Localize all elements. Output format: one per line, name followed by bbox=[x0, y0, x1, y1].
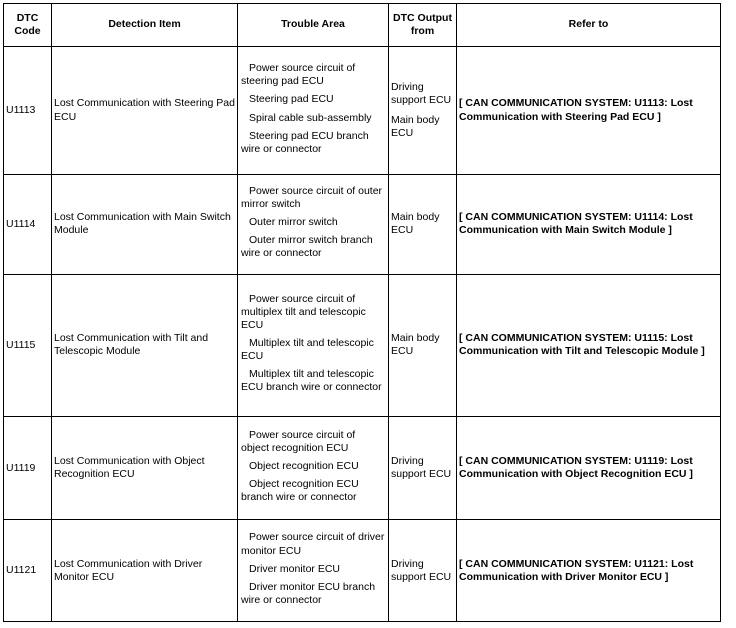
trouble-area-item: Power source circuit of object recognition ECU bbox=[241, 428, 356, 454]
header-trouble-area: Trouble Area bbox=[238, 4, 389, 47]
header-dtc-code: DTC Code bbox=[4, 4, 52, 47]
refer-to-link[interactable]: [ CAN COMMUNICATION SYSTEM: U1121: Lost Communication with Driver Monitor ECU ] bbox=[457, 520, 721, 622]
trouble-area-item: Power source circuit of outer mirror switch bbox=[241, 184, 383, 211]
header-row bbox=[4, 4, 721, 47]
detection-item: Lost Communication with Driver Monitor ECU bbox=[52, 520, 238, 622]
output-ecu: Driving support ECU bbox=[391, 454, 452, 481]
trouble-area-item: Driver monitor ECU branch wire or connector bbox=[241, 580, 376, 606]
dtc-code: U1115 bbox=[4, 274, 52, 416]
refer-to-link[interactable]: [ CAN COMMUNICATION SYSTEM: U1114: Lost Communication with Main Switch Module ] bbox=[457, 175, 721, 275]
trouble-area-item: Outer mirror switch branch wire or connector bbox=[241, 234, 373, 260]
trouble-area-item: Object recognition ECU bbox=[249, 460, 359, 472]
output-ecu: Driving support ECU bbox=[391, 557, 452, 583]
trouble-area-item: Steering pad ECU bbox=[249, 93, 334, 106]
dtc-table bbox=[3, 3, 721, 622]
trouble-area bbox=[238, 274, 389, 416]
refer-to-link[interactable]: [ CAN COMMUNICATION SYSTEM: U1119: Lost Communication with Object Recognition ECU ] bbox=[457, 416, 721, 520]
detection-item: Lost Communication with Object Recognition ECU bbox=[52, 416, 238, 520]
trouble-area-item: Spiral cable sub-assembly bbox=[249, 111, 372, 124]
output-ecu: Main body ECU bbox=[391, 332, 440, 358]
refer-to-link[interactable]: [ CAN COMMUNICATION SYSTEM: U1113: Lost Communication with Steering Pad ECU ] bbox=[457, 47, 721, 175]
output-ecu: Main body ECU bbox=[391, 211, 440, 237]
dtc-output-from bbox=[389, 47, 457, 175]
dtc-output-from bbox=[389, 416, 457, 520]
output-ecu: Driving support ECU bbox=[391, 81, 452, 107]
table-row bbox=[4, 520, 721, 622]
dtc-code: U1114 bbox=[4, 175, 52, 275]
trouble-area-item: Power source circuit of steering pad ECU bbox=[241, 62, 356, 88]
trouble-area bbox=[238, 520, 389, 622]
table-row bbox=[4, 175, 721, 275]
detection-item: Lost Communication with Tilt and Telescopic Module bbox=[52, 274, 238, 416]
trouble-area-item: Outer mirror switch bbox=[249, 216, 338, 229]
refer-to-link[interactable]: [ CAN COMMUNICATION SYSTEM: U1115: Lost Communication with Tilt and Telescopic Module ] bbox=[457, 274, 721, 416]
trouble-area-item: Object recognition ECU branch wire or connector bbox=[241, 478, 359, 504]
trouble-area-item: Power source circuit of driver monitor ECU bbox=[241, 531, 385, 557]
trouble-area-item: Power source circuit of multiplex tilt and telescopic ECU bbox=[241, 292, 366, 331]
detection-item: Lost Communication with Main Switch Module bbox=[52, 175, 238, 275]
dtc-code: U1121 bbox=[4, 520, 52, 622]
table-row bbox=[4, 47, 721, 175]
table-row bbox=[4, 416, 721, 520]
header-refer-to: Refer to bbox=[457, 4, 721, 47]
detection-item: Lost Communication with Steering Pad ECU bbox=[52, 47, 238, 175]
trouble-area-item: Multiplex tilt and telescopic ECU branch wire or connector bbox=[241, 368, 382, 394]
dtc-output-from bbox=[389, 520, 457, 622]
dtc-code: U1119 bbox=[4, 416, 52, 520]
table-row bbox=[4, 274, 721, 416]
trouble-area bbox=[238, 175, 389, 275]
dtc-code: U1113 bbox=[4, 47, 52, 175]
header-dtc-output-from: DTC Output from bbox=[389, 4, 457, 47]
dtc-output-from bbox=[389, 175, 457, 275]
header-detection-item: Detection Item bbox=[52, 4, 238, 47]
trouble-area-item: Driver monitor ECU bbox=[249, 562, 341, 575]
trouble-area-item: Steering pad ECU branch wire or connector bbox=[241, 129, 369, 155]
dtc-output-from bbox=[389, 274, 457, 416]
trouble-area bbox=[238, 416, 389, 520]
output-ecu: Main body ECU bbox=[391, 113, 440, 139]
trouble-area bbox=[238, 47, 389, 175]
trouble-area-item: Multiplex tilt and telescopic ECU bbox=[241, 337, 374, 363]
